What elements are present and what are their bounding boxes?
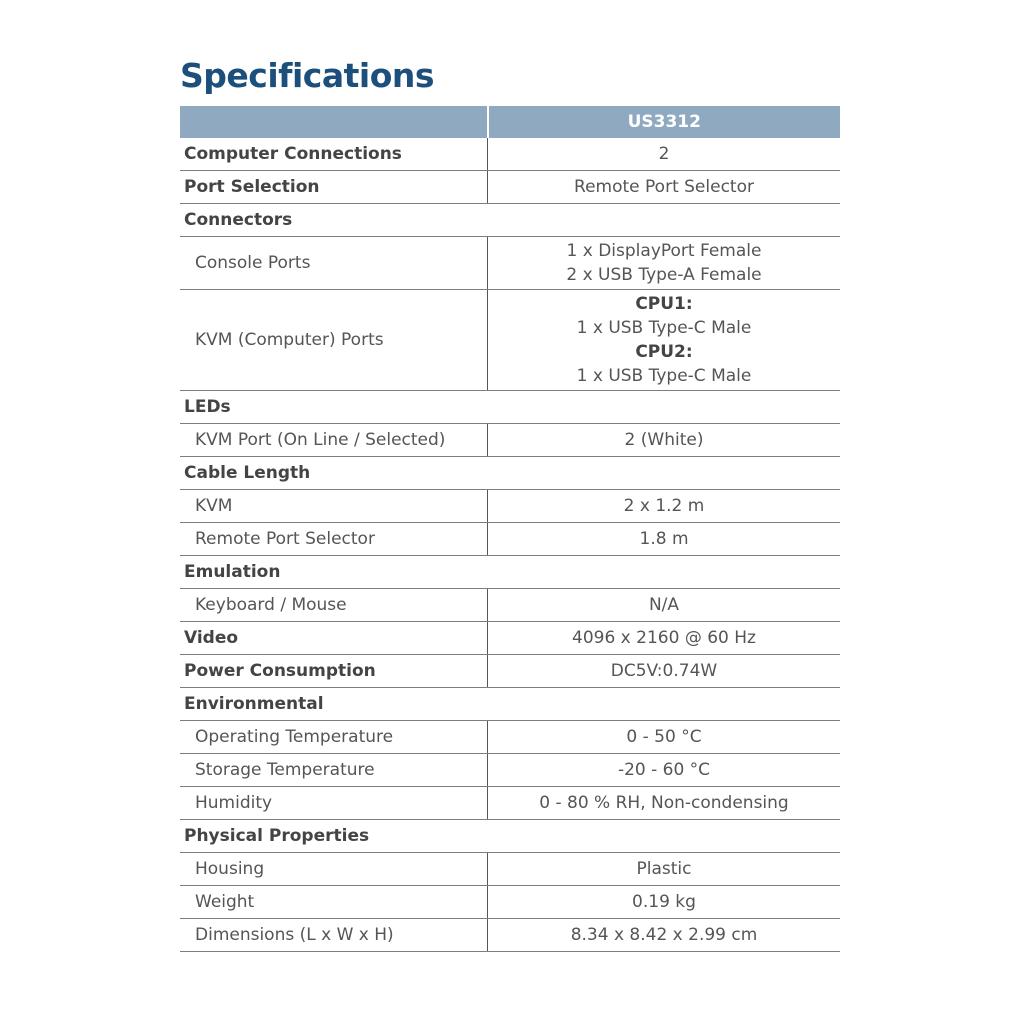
table-row [180,853,840,886]
spec-value-line: 1.8 m [639,529,689,549]
spec-value [488,622,841,655]
section-label: LEDs [180,391,840,424]
spec-label: Port Selection [180,171,488,204]
spec-value-line: 0 - 80 % RH, Non-condensing [539,793,789,813]
table-row [180,886,840,919]
spec-value-line: 0.19 kg [632,892,696,912]
spec-value-line: -20 - 60 °C [617,760,711,780]
section-row [180,457,840,490]
spec-label: Console Ports [180,237,488,290]
spec-value [488,138,841,171]
spec-value-line: 2 [658,144,670,164]
spec-value-line: 4096 x 2160 @ 60 Hz [572,628,756,648]
table-row [180,622,840,655]
spec-value [488,523,841,556]
spec-value-line: DC5V:0.74W [610,661,718,681]
table-row [180,589,840,622]
spec-value [488,424,841,457]
section-label: Emulation [180,556,840,589]
spec-value [488,490,841,523]
spec-value [488,853,841,886]
spec-value-line: 1 x DisplayPort Female [566,241,762,261]
spec-value [488,237,841,290]
section-label: Cable Length [180,457,840,490]
spec-value-line: 1 x USB Type-C Male [576,318,752,338]
spec-label: Power Consumption [180,655,488,688]
section-row [180,688,840,721]
table-row [180,655,840,688]
spec-value-line: 8.34 x 8.42 x 2.99 cm [570,925,758,945]
spec-value-line: 2 x USB Type-A Female [566,265,762,285]
spec-value [488,919,841,952]
section-row [180,391,840,424]
table-row [180,424,840,457]
spec-label: Housing [180,853,488,886]
page-title: Specifications [180,56,435,95]
table-row [180,290,840,391]
table-row [180,754,840,787]
section-row [180,820,840,853]
spec-value-line: 2 (White) [624,430,704,450]
spec-value-line: 0 - 50 °C [626,727,702,747]
table-row [180,523,840,556]
table-row [180,490,840,523]
spec-value [488,787,841,820]
table-row [180,919,840,952]
spec-label: Video [180,622,488,655]
header-label [180,106,488,138]
table-row [180,171,840,204]
section-label: Environmental [180,688,840,721]
spec-label: KVM [180,490,488,523]
spec-label: KVM Port (On Line / Selected) [180,424,488,457]
spec-value [488,886,841,919]
spec-value [488,290,841,391]
spec-label: Operating Temperature [180,721,488,754]
spec-label: Storage Temperature [180,754,488,787]
spec-value [488,721,841,754]
spec-label: KVM (Computer) Ports [180,290,488,391]
table-row [180,138,840,171]
spec-value-line: 1 x USB Type-C Male [576,366,752,386]
spec-value [488,171,841,204]
spec-label: Remote Port Selector [180,523,488,556]
table-header [180,106,840,138]
spec-label: Dimensions (L x W x H) [180,919,488,952]
section-label: Physical Properties [180,820,840,853]
spec-label: Weight [180,886,488,919]
table-row [180,787,840,820]
spec-value [488,754,841,787]
section-row [180,204,840,237]
section-label: Connectors [180,204,840,237]
section-row [180,556,840,589]
table-row [180,721,840,754]
spec-table [180,106,840,952]
spec-value-line: Remote Port Selector [574,177,754,197]
spec-value-line: N/A [648,595,680,615]
spec-value-line: Plastic [636,859,692,879]
spec-label: Keyboard / Mouse [180,589,488,622]
spec-value-line: 2 x 1.2 m [623,496,705,516]
spec-label: Humidity [180,787,488,820]
spec-label: Computer Connections [180,138,488,171]
header-model: US3312 [488,106,841,138]
spec-value-line: CPU2: [635,342,693,362]
spec-value [488,655,841,688]
spec-value [488,589,841,622]
table-row [180,237,840,290]
spec-value-line: CPU1: [635,294,693,314]
